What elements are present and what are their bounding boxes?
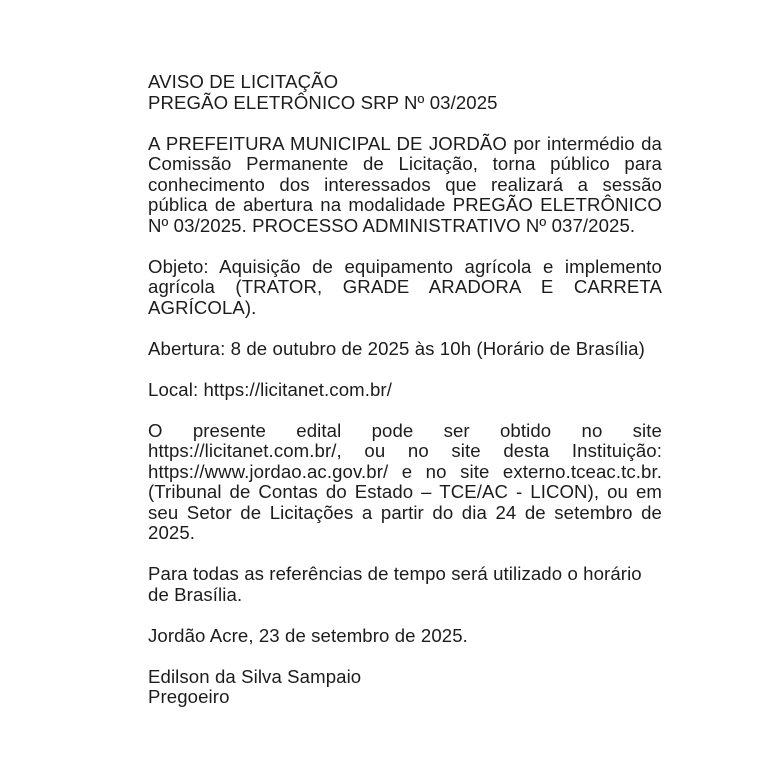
paragraph-abertura: Abertura: 8 de outubro de 2025 às 10h (Horário de Brasília) bbox=[148, 337, 645, 359]
doc-title bbox=[148, 72, 662, 113]
paragraph-objeto: Objeto: Aquisição de equipamento agrícola e implemento agrícola (TRATOR, GRADE ARADORA E CARRETA AGRÍCOLA). bbox=[148, 255, 662, 318]
signature-name: Edilson da Silva Sampaio bbox=[148, 665, 362, 687]
paragraph-data-local: Jordão Acre, 23 de setembro de 2025. bbox=[148, 624, 468, 646]
signature-role: Pregoeiro bbox=[148, 686, 230, 707]
doc-title-line-aviso: AVISO DE LICITAÇÃO bbox=[148, 71, 339, 92]
paragraph-referencias-tempo: Para todas as referências de tempo será utilizado o horário de Brasília. bbox=[148, 563, 642, 605]
paragraph-intro: A PREFEITURA MUNICIPAL DE JORDÃO por intermédio da Comissão Permanente de Licitação, torna público para conhecimento dos interessados que realizará a sessão pública de abertura na modalidade PREGÃO ELETRÔNICO Nº 03/2025. PROCESSO ADMINISTRATIVO Nº 037/2025. bbox=[148, 132, 662, 236]
licitacao-notice-body bbox=[148, 72, 662, 708]
paragraph-local: Local: https://licitanet.com.br/ bbox=[148, 378, 392, 400]
signature-block bbox=[148, 667, 662, 708]
paragraph-edital: O presente edital pode ser obtido no site https://licitanet.com.br/, ou no site desta Instituição: https://www.jordao.ac.gov.br/ e no site externo.tceac.tc.br. (Tribunal de Contas do Estado – TCE/AC - LICON), ou em seu Setor de Licitações a partir do dia 24 de setembro de 2025. bbox=[148, 419, 662, 543]
doc-title-line-pregao: PREGÃO ELETRÔNICO SRP Nº 03/2025 bbox=[148, 91, 498, 113]
